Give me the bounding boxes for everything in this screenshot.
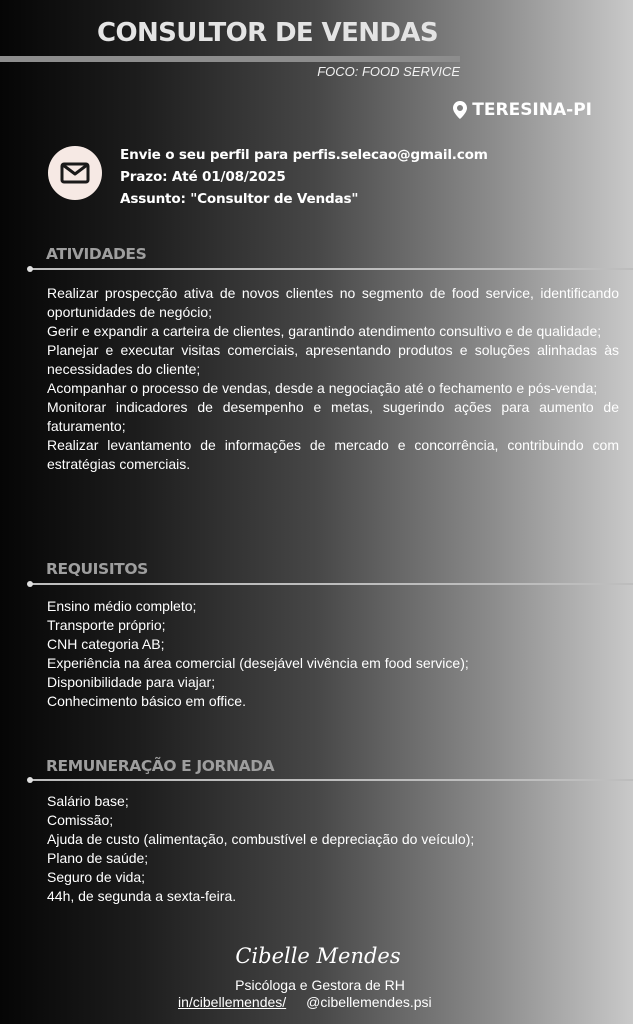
section-divider <box>30 779 633 781</box>
list-item: Conhecimento básico em office. <box>47 693 246 709</box>
page-title: CONSULTOR DE VENDAS <box>97 18 439 48</box>
list-item: Ensino médio completo; <box>47 598 197 614</box>
list-item: Ajuda de custo (alimentação, combustível e depreciação do veículo); <box>47 831 475 847</box>
list-item: Plano de saúde; <box>47 850 149 866</box>
list-item: Experiência na área comercial (desejável vivência em food service); <box>47 655 469 671</box>
linkedin-link[interactable]: in/cibellemendes/ <box>178 994 287 1010</box>
list-item: Monitorar indicadores de desempenho e metas, sugerindo ações para aumento de faturamento; <box>47 399 619 434</box>
signature-links <box>178 994 478 1010</box>
location <box>432 98 592 122</box>
list-item: Realizar prospecção ativa de novos clientes no segmento de food service, identificando oportunidades de negócio; <box>47 285 619 320</box>
list-item: 44h, de segunda a sexta-feira. <box>47 888 237 904</box>
instagram-handle: @cibellemendes.psi <box>306 994 432 1010</box>
atividades-list <box>47 284 619 474</box>
map-pin-icon <box>453 101 467 119</box>
signature-name: Cibelle Mendes <box>235 944 401 968</box>
list-item: Realizar levantamento de informações de mercado e concorrência, contribuindo com estratégias comerciais. <box>47 437 619 472</box>
list-item: Seguro de vida; <box>47 869 146 885</box>
list-item: Acompanhar o processo de vendas, desde a negociação até o fechamento e pós-venda; <box>47 380 598 396</box>
envelope-badge <box>48 146 102 200</box>
contact-email-line: Envie o seu perfil para perfis.selecao@gmail.com <box>120 147 488 163</box>
focus-subtitle: FOCO: FOOD SERVICE <box>317 64 460 79</box>
list-item: Disponibilidade para viajar; <box>47 674 216 690</box>
list-item: Transporte próprio; <box>47 617 166 633</box>
contact-deadline-line: Prazo: Até 01/08/2025 <box>120 169 286 185</box>
envelope-icon <box>60 162 90 184</box>
section-title-remuneracao: REMUNERAÇÃO E JORNADA <box>46 757 275 775</box>
list-item: Salário base; <box>47 793 129 809</box>
signature-role: Psicóloga e Gestora de RH <box>235 977 405 993</box>
location-text: TERESINA-PI <box>472 100 592 120</box>
list-item: CNH categoria AB; <box>47 636 165 652</box>
section-title-requisitos: REQUISITOS <box>46 560 148 578</box>
section-divider <box>30 583 633 585</box>
list-item: Comissão; <box>47 812 114 828</box>
contact-info <box>120 144 600 210</box>
section-divider <box>30 268 633 270</box>
requisitos-list <box>47 597 619 711</box>
title-underline-bar <box>0 56 460 62</box>
list-item: Planejar e executar visitas comerciais, apresentando produtos e soluções alinhadas às necessidades do cliente; <box>47 342 619 377</box>
list-item: Gerir e expandir a carteira de clientes, garantindo atendimento consultivo e de qualidade; <box>47 323 602 339</box>
remuneracao-list <box>47 792 619 906</box>
section-title-atividades: ATIVIDADES <box>46 245 147 263</box>
contact-subject-line: Assunto: "Consultor de Vendas" <box>120 191 359 207</box>
